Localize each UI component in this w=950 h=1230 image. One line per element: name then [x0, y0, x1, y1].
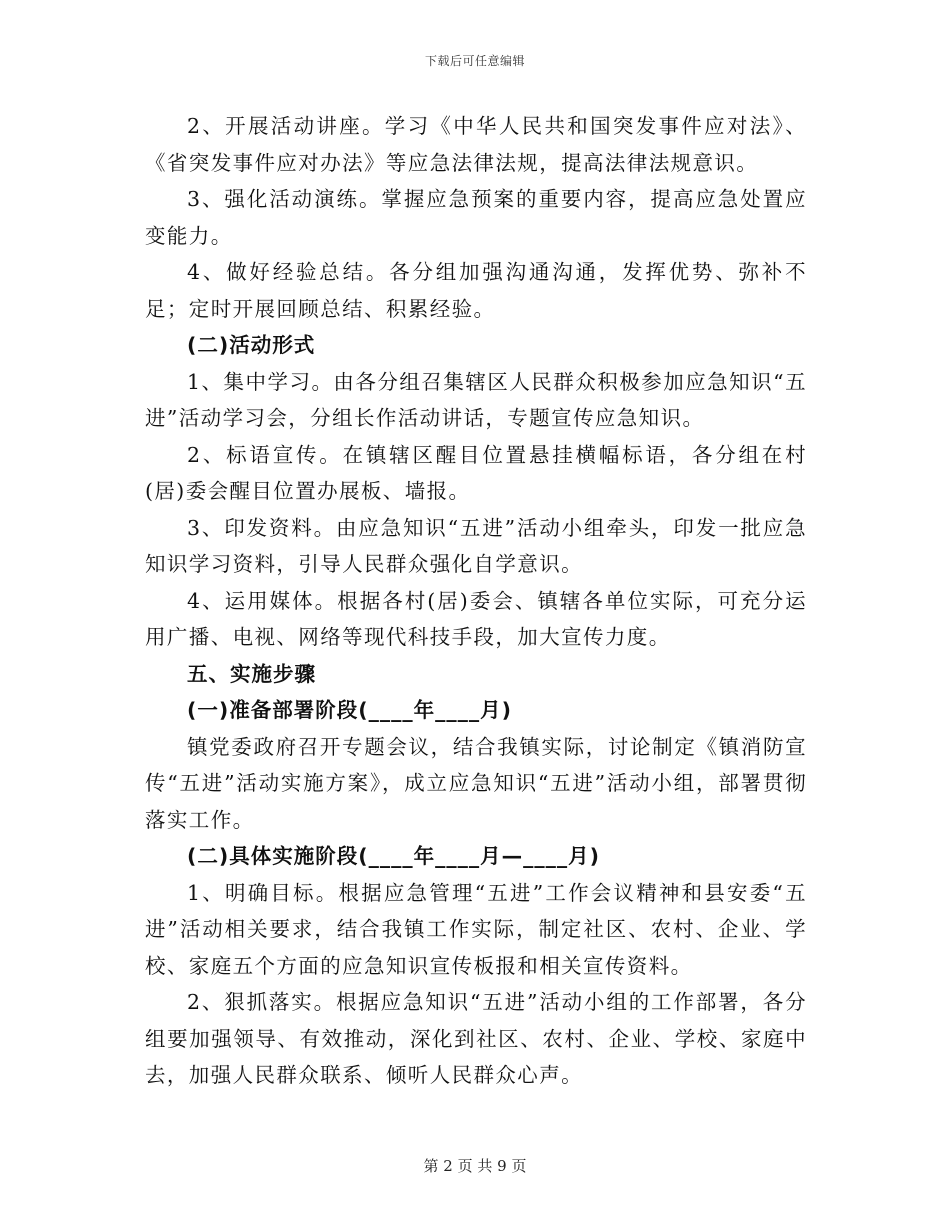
page-number: 第 2 页 共 9 页	[423, 1157, 527, 1175]
paragraph-drills: 3、强化活动演练。掌握应急预案的重要内容，提高应急处置应变能力。	[145, 187, 807, 248]
page-header: 下载后可任意编辑	[424, 54, 525, 68]
heading-preparation-stage: (一)准备部署阶段(____年____月)	[187, 698, 512, 722]
paragraph-execution: 2、狠抓落实。根据应急知识“五进”活动小组的工作部署，各分组要加强领导、有效推动，深化到社区、农村、企业、学校、家庭中去，加强人民群众联系、倾听人民群众心声。	[145, 990, 807, 1087]
heading-implementation-stage: (二)具体实施阶段(____年____月—____月)	[187, 844, 600, 868]
paragraph-centralized-study: 1、集中学习。由各分组召集辖区人民群众积极参加应急知识“五进”活动学习会，分组长作活动讲话，专题宣传应急知识。	[145, 369, 807, 430]
heading-activity-form: (二)活动形式	[187, 333, 316, 357]
paragraph-slogans: 2、标语宣传。在镇辖区醒目位置悬挂横幅标语，各分组在村(居)委会醒目位置办展板、墙报。	[145, 442, 807, 503]
paragraph-goals: 1、明确目标。根据应急管理“五进”工作会议精神和县安委“五进”活动相关要求，结合我镇工作实际，制定社区、农村、企业、学校、家庭五个方面的应急知识宣传板报和相关宣传资料。	[145, 880, 807, 978]
paragraph-lectures: 2、开展活动讲座。学习《中华人民共和国突发事件应对法》、《省突发事件应对办法》等应急法律法规，提高法律法规意识。	[145, 114, 807, 175]
paragraph-media: 4、运用媒体。根据各村(居)委会、镇辖各单位实际，可充分运用广播、电视、网络等现代科技手段，加大宣传力度。	[145, 588, 807, 649]
paragraph-summary: 4、做好经验总结。各分组加强沟通沟通，发挥优势、弥补不足；定时开展回顾总结、积累经验。	[145, 260, 807, 321]
paragraph-materials: 3、印发资料。由应急知识“五进”活动小组牵头，印发一批应急知识学习资料，引导人民群众强化自学意识。	[145, 515, 807, 576]
document-body	[145, 108, 807, 1094]
heading-implementation-steps: 五、实施步骤	[187, 661, 316, 686]
paragraph-meeting: 镇党委政府召开专题会议，结合我镇实际，讨论制定《镇消防宣传“五进”活动实施方案》，成立应急知识“五进”活动小组，部署贯彻落实工作。	[145, 734, 807, 832]
